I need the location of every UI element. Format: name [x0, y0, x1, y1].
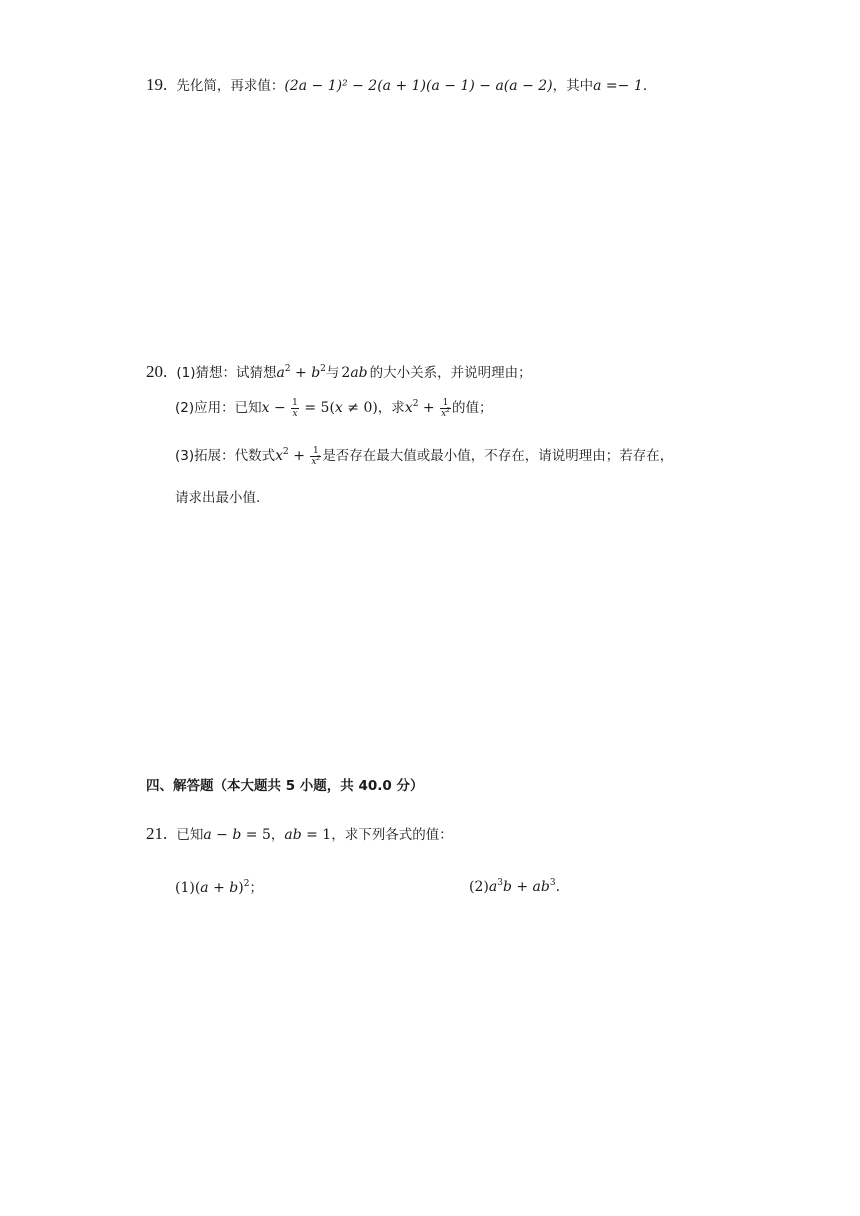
math-condition: a =− 1 — [593, 78, 643, 94]
math-expression: $x^2$ + $\frac{1}{x^2}$ — [404, 397, 450, 419]
question-21-part-1 — [175, 876, 263, 896]
question-19 — [146, 74, 647, 95]
question-text: 是否存在最大值或最小值，不存在，请说明理由；若存在， — [322, 448, 674, 464]
question-21-part-2 — [469, 876, 560, 895]
math-expression: $(1)(a + b)^2$ — [175, 879, 250, 896]
part-label: (3)拓展：代数式 — [175, 448, 276, 464]
question-number: 21. — [146, 824, 168, 843]
math-condition: a − b = 5 — [203, 827, 271, 843]
question-text: ，求下列各式的值： — [331, 827, 453, 843]
math-expression: x − $\frac{1}{x}$ = 5(x ≠ 0) — [261, 397, 378, 419]
question-text: ，求 — [377, 400, 405, 416]
question-text: 已知 — [176, 827, 204, 843]
math-expression: $x^2$ + $\frac{1}{x^2}$ — [275, 445, 321, 467]
question-20-part-3 — [175, 444, 673, 467]
question-text: 先化简，再求值： — [176, 78, 285, 94]
question-number: 20. — [146, 362, 168, 381]
section-heading: 四、解答题（本大题共 5 小题，共 40.0 分） — [146, 778, 424, 794]
question-text: 与 — [325, 365, 340, 381]
question-20-part-2 — [175, 396, 493, 419]
math-expression: 2ab — [341, 365, 368, 381]
question-text: ，其中 — [552, 78, 594, 94]
math-condition: ab = 1 — [284, 827, 332, 843]
part-label: (2)应用：已知 — [175, 400, 262, 416]
math-expression: $a^2 + b^2$ — [276, 364, 326, 381]
punctuation: ； — [249, 880, 263, 896]
question-20-part-1 — [146, 361, 532, 382]
math-expression: $(2)a^3b + ab^3$. — [469, 878, 561, 895]
question-text: 的值； — [452, 400, 493, 416]
question-text: 的大小关系，并说明理由； — [369, 365, 532, 381]
question-21 — [146, 823, 453, 844]
question-20-part-3-line-2: 请求出最小值. — [175, 490, 261, 506]
punctuation: . — [642, 78, 648, 94]
part-label: (1)猜想：试猜想 — [176, 365, 277, 381]
math-expression: (2a − 1)² − 2(a + 1)(a − 1) − a(a − 2) — [284, 78, 553, 94]
separator: ， — [270, 827, 285, 843]
question-number: 19. — [146, 75, 168, 94]
